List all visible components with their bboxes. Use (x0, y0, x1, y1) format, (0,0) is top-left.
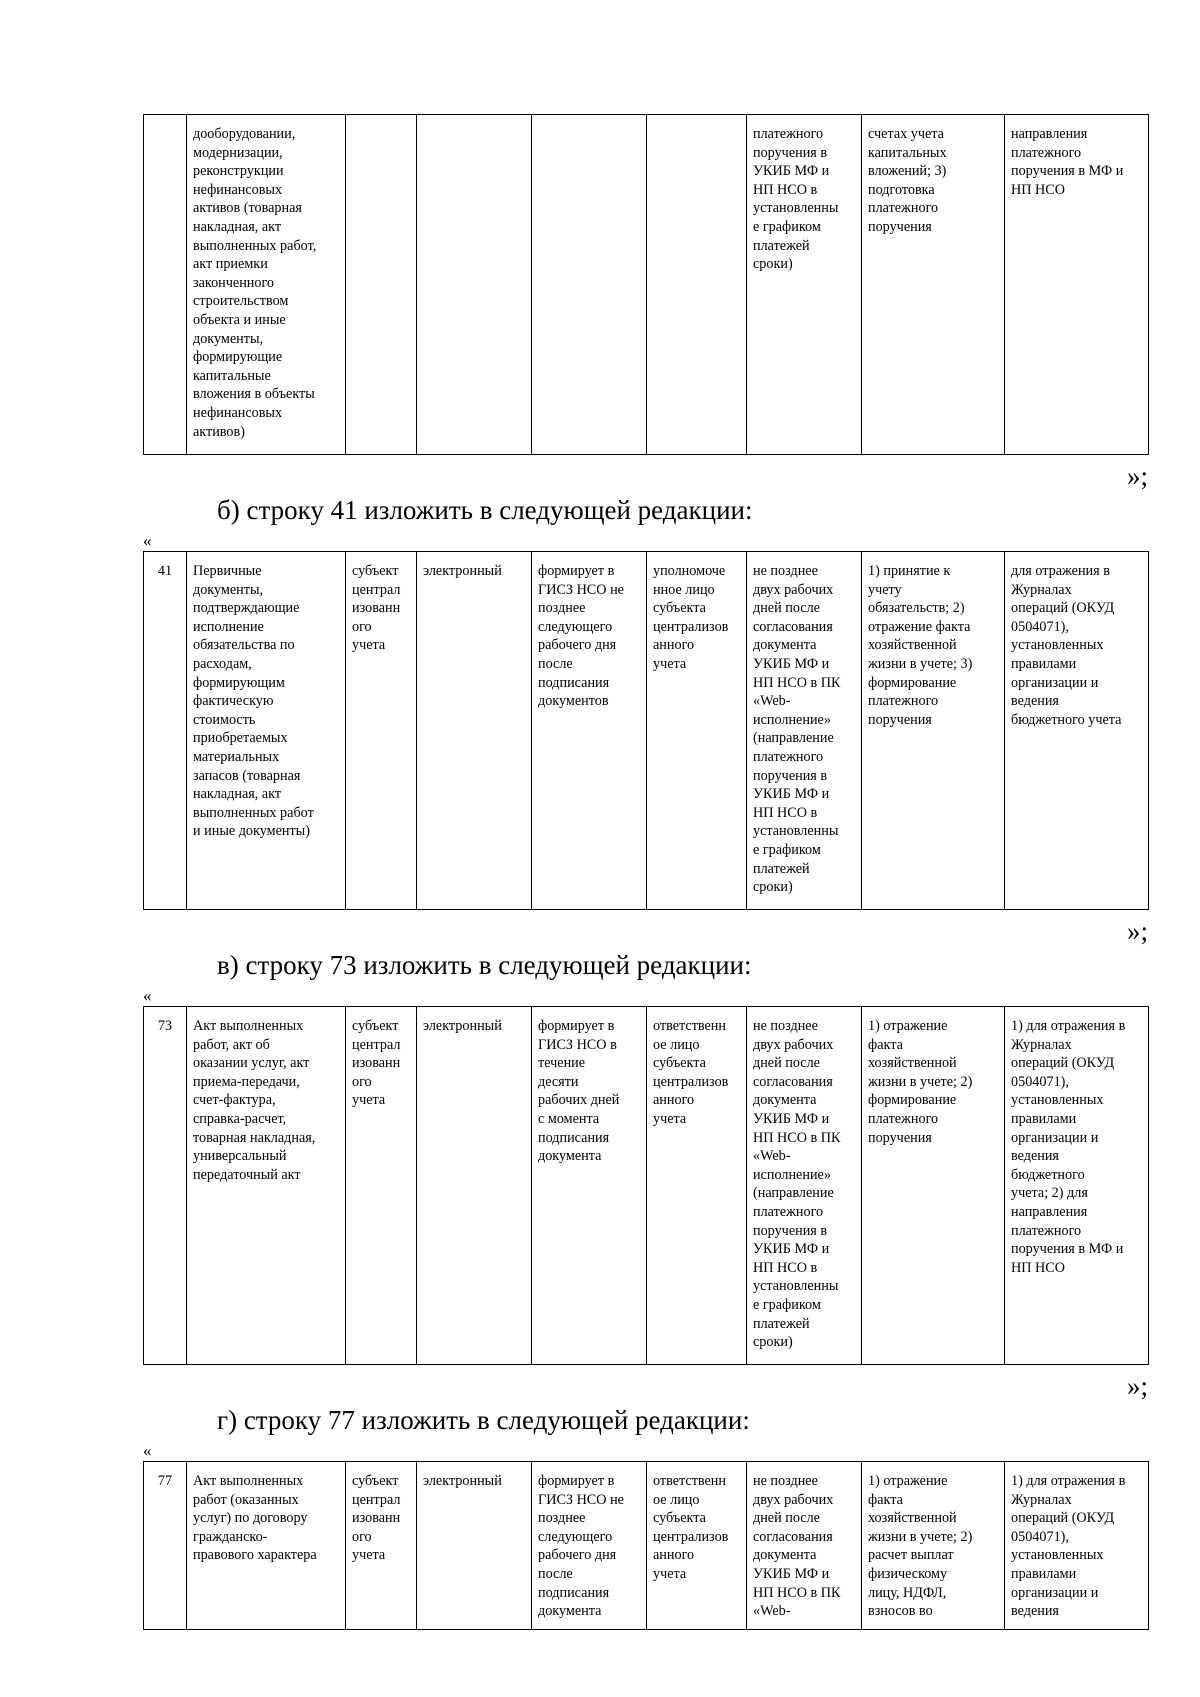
direction-cell: 1) для отражения в Журналах операций (ОКУД 0504071), установленных правилами организации и ведения бюджетного учета; 2) для направления платежного поручения в МФ и НП НСО (1005, 1007, 1149, 1365)
instruction-line: г) строку 77 изложить в следующей редакции: (217, 1405, 750, 1435)
formation-cell: формирует в ГИСЗ НСО в течение десяти рабочих дней с момента подписания документа (532, 1007, 647, 1365)
purpose-cell: счетах учета капитальных вложений; 3) подготовка платежного поручения (862, 115, 1005, 455)
format-cell (417, 115, 532, 455)
purpose-cell: 1) отражение факта хозяйственной жизни в учете; 2) расчет выплат физическому лицу, НДФЛ, взносов во (862, 1462, 1005, 1630)
format-cell: электронный (417, 1462, 532, 1630)
format-cell: электронный (417, 552, 532, 910)
row-number: 41 (144, 552, 187, 910)
table-row (144, 115, 1149, 455)
direction-cell: направления платежного поручения в МФ и НП НСО (1005, 115, 1149, 455)
formation-cell (532, 115, 647, 455)
deadline-cell: не позднее двух рабочих дней после согласования документа УКИБ МФ и НП НСО в ПК «Web- (747, 1462, 862, 1630)
row-number (144, 115, 187, 455)
row-77-table (143, 1461, 1149, 1630)
responsible-subject-cell: субъект централ изованн ого учета (346, 552, 417, 910)
opening-quote: « (143, 986, 152, 1005)
document-name-cell: дооборудовании, модернизации, реконструкции нефинансовых активов (товарная накладная, акт выполненных работ, акт приемки законченного строительством объекта и иные документы, формирующие капитальные вложения в объекты нефинансовых активов) (187, 115, 346, 455)
purpose-cell: 1) принятие к учету обязательств; 2) отражение факта хозяйственной жизни в учете; 3) формирование платежного поручения (862, 552, 1005, 910)
responsible-subject-cell: субъект централ изованн ого учета (346, 1462, 417, 1630)
row-73-table (143, 1006, 1149, 1365)
table-row (144, 1007, 1149, 1365)
row-number: 73 (144, 1007, 187, 1365)
document-name-cell: Первичные документы, подтверждающие исполнение обязательства по расходам, формирующим фактическую стоимость приобретаемых материальных запасов (товарная накладная, акт выполненных работ и иные документы) (187, 552, 346, 910)
responsible-person-cell (647, 115, 747, 455)
row-41-table (143, 551, 1149, 910)
responsible-subject-cell: субъект централ изованн ого учета (346, 1007, 417, 1365)
responsible-person-cell: ответственн ое лицо субъекта централизов анного учета (647, 1462, 747, 1630)
page-content (143, 114, 1148, 1630)
deadline-cell: платежного поручения в УКИБ МФ и НП НСО в установленны е графиком платежей сроки) (747, 115, 862, 455)
formation-cell: формирует в ГИСЗ НСО не позднее следующего рабочего дня после подписания документов (532, 552, 647, 910)
closing-quote: »; (1126, 916, 1148, 946)
table-row (144, 552, 1149, 910)
table-row (144, 1462, 1149, 1630)
formation-cell: формирует в ГИСЗ НСО не позднее следующего рабочего дня после подписания документа (532, 1462, 647, 1630)
responsible-subject-cell (346, 115, 417, 455)
opening-quote: « (143, 531, 152, 550)
deadline-cell: не позднее двух рабочих дней после согласования документа УКИБ МФ и НП НСО в ПК «Web- исполнение» (направление платежного поручения в УКИБ МФ и НП НСО в установленны е графиком платежей сроки) (747, 1007, 862, 1365)
purpose-cell: 1) отражение факта хозяйственной жизни в учете; 2) формирование платежного поручения (862, 1007, 1005, 1365)
row-number: 77 (144, 1462, 187, 1630)
closing-quote: »; (1126, 1371, 1148, 1401)
document-name-cell: Акт выполненных работ, акт об оказании услуг, акт приема-передачи, счет-фактура, справка-расчет, товарная накладная, универсальный передаточный акт (187, 1007, 346, 1365)
responsible-person-cell: ответственн ое лицо субъекта централизов анного учета (647, 1007, 747, 1365)
closing-quote: »; (1126, 461, 1148, 491)
instruction-line: б) строку 41 изложить в следующей редакции: (217, 495, 753, 525)
direction-cell: для отражения в Журналах операций (ОКУД 0504071), установленных правилами организации и ведения бюджетного учета (1005, 552, 1149, 910)
format-cell: электронный (417, 1007, 532, 1365)
direction-cell: 1) для отражения в Журналах операций (ОКУД 0504071), установленных правилами организации и ведения (1005, 1462, 1149, 1630)
instruction-line: в) строку 73 изложить в следующей редакции: (217, 950, 752, 980)
opening-quote: « (143, 1441, 152, 1460)
continuation-table (143, 114, 1149, 455)
document-name-cell: Акт выполненных работ (оказанных услуг) по договору гражданско- правового характера (187, 1462, 346, 1630)
deadline-cell: не позднее двух рабочих дней после согласования документа УКИБ МФ и НП НСО в ПК «Web- исполнение» (направление платежного поручения в УКИБ МФ и НП НСО в установленны е графиком платежей сроки) (747, 552, 862, 910)
responsible-person-cell: уполномоче нное лицо субъекта централизов анного учета (647, 552, 747, 910)
